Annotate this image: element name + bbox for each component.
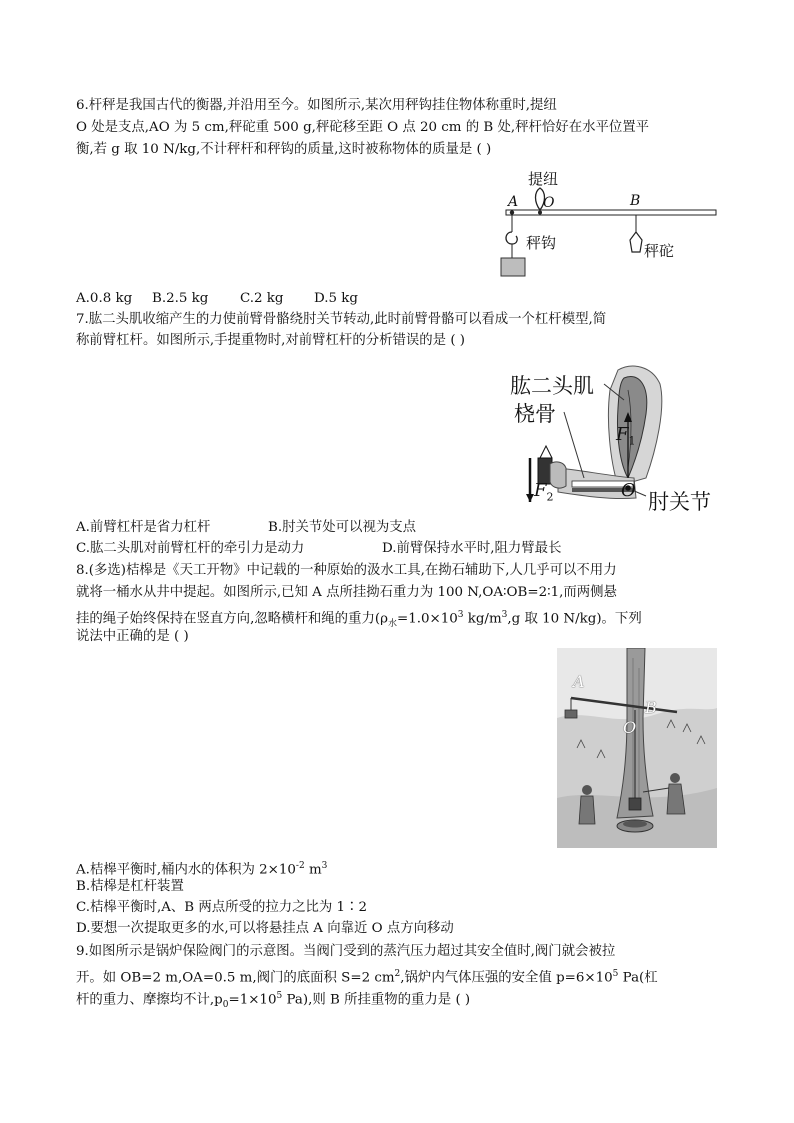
q8-line-4: 说法中正确的是 ( ) <box>76 629 189 644</box>
q7-option-c: C.肱二头肌对前臂杠杆的牵引力是动力 <box>76 541 305 556</box>
label-point-A: A <box>508 194 519 210</box>
label-chengtuo: 秤砣 <box>644 242 675 260</box>
q7-option-d: D.前臂保持水平时,阻力臂最长 <box>382 541 562 556</box>
label-point-O: O <box>543 195 555 211</box>
q7-line-2: 称前臂杠杆。如图所示,手提重物时,对前臂杠杆的分析错误的是 ( ) <box>76 333 466 348</box>
label-point-B: B <box>630 193 641 209</box>
q6-line-1: 6.杆秤是我国古代的衡器,并沿用至今。如图所示,某次用秤钩挂住物体称重时,提纽 <box>76 98 557 113</box>
label-F2: $F_2$ <box>534 480 554 504</box>
q8-line-3: 挂的绳子始终保持在竖直方向,忽略横杆和绳的重力($\rho_水=1.0\times 10^3$ $kg/m^3,g$ 取 10 N/kg)。下列 <box>76 610 642 630</box>
q6-option-c: C.2 kg <box>240 291 284 306</box>
label-point-B-q8: B <box>645 698 657 717</box>
q8-option-c: C.桔槔平衡时,A、B 两点所受的拉力之比为 1∶2 <box>76 900 367 915</box>
q8-line-2: 就将一桶水从井中提起。如图所示,已知 A 点所挂拗石重力为 100 N,OA∶OB=2∶1,而两侧悬 <box>76 585 617 600</box>
q7-option-a: A.前臂杠杆是省力杠杆 <box>76 520 211 535</box>
q9-line-3: 杆的重力、摩擦均不计$,p_0=1\times 10^5$ Pa),则 B 所挂重物的重力是 ( ) <box>76 991 471 1011</box>
q7-line-1: 7.肱二头肌收缩产生的力使前臂骨骼绕肘关节转动,此时前臂骨骼可以看成一个杠杆模型,简 <box>76 312 607 327</box>
q7-option-b: B.肘关节处可以视为支点 <box>268 520 417 535</box>
q7-arm-figure <box>500 360 730 518</box>
q8-option-b: B.桔槔是杠杆装置 <box>76 879 184 894</box>
q6-option-a: A.0.8 kg <box>76 291 133 306</box>
label-biceps: 肱二头肌 <box>510 374 594 398</box>
q9-line-2: 开。如 OB=2 m,OA=0.5 m,阀门的底面积 S=2 $cm^2$,锅炉内气体压强的安全值 $p=6\times 10^5$ Pa(杠 <box>76 969 658 986</box>
label-radius: 桡骨 <box>514 402 556 426</box>
q6-option-b: B.2.5 kg <box>152 291 209 306</box>
q6-option-d: D.5 kg <box>314 291 358 306</box>
label-F1: $F_1$ <box>616 424 636 448</box>
label-point-O-q8: O <box>623 718 637 737</box>
q8-jiegao-figure <box>557 648 717 848</box>
q6-options <box>76 289 358 309</box>
q9-line-1: 9.如图所示是锅炉保险阀门的示意图。当阀门受到的蒸汽压力超过其安全值时,阀门就会被拉 <box>76 944 616 959</box>
q6-line-2: O 处是支点,AO 为 5 cm,秤砣重 500 g,秤砣移至距 O 点 20 cm 的 B 处,秤杆恰好在水平位置平 <box>76 120 650 135</box>
q8-line-1: 8.(多选)桔槔是《天工开物》中记载的一种原始的汲水工具,在拗石辅助下,人几乎可以不用力 <box>76 563 617 578</box>
label-chenggou: 秤钩 <box>526 234 557 252</box>
label-tizhu: 提纽 <box>528 170 559 188</box>
q6-steelyard-figure <box>500 166 720 282</box>
q8-option-d: D.要想一次提取更多的水,可以将悬挂点 A 向靠近 O 点方向移动 <box>76 921 454 936</box>
q7-options-row-1 <box>76 518 416 538</box>
label-pivot-O: O <box>621 480 636 501</box>
q6-line-3: 衡,若 g 取 10 N/kg,不计秤杆和秤钩的质量,这时被称物体的质量是 ( ) <box>76 142 492 157</box>
label-point-A-q8: A <box>573 672 585 691</box>
q8-option-a: A.桔槔平衡时,桶内水的体积为 $2\times 10^{-2}$ $m^3$ <box>76 861 328 878</box>
label-elbow-joint: 肘关节 <box>648 490 711 514</box>
q7-options-row-2 <box>76 539 561 559</box>
